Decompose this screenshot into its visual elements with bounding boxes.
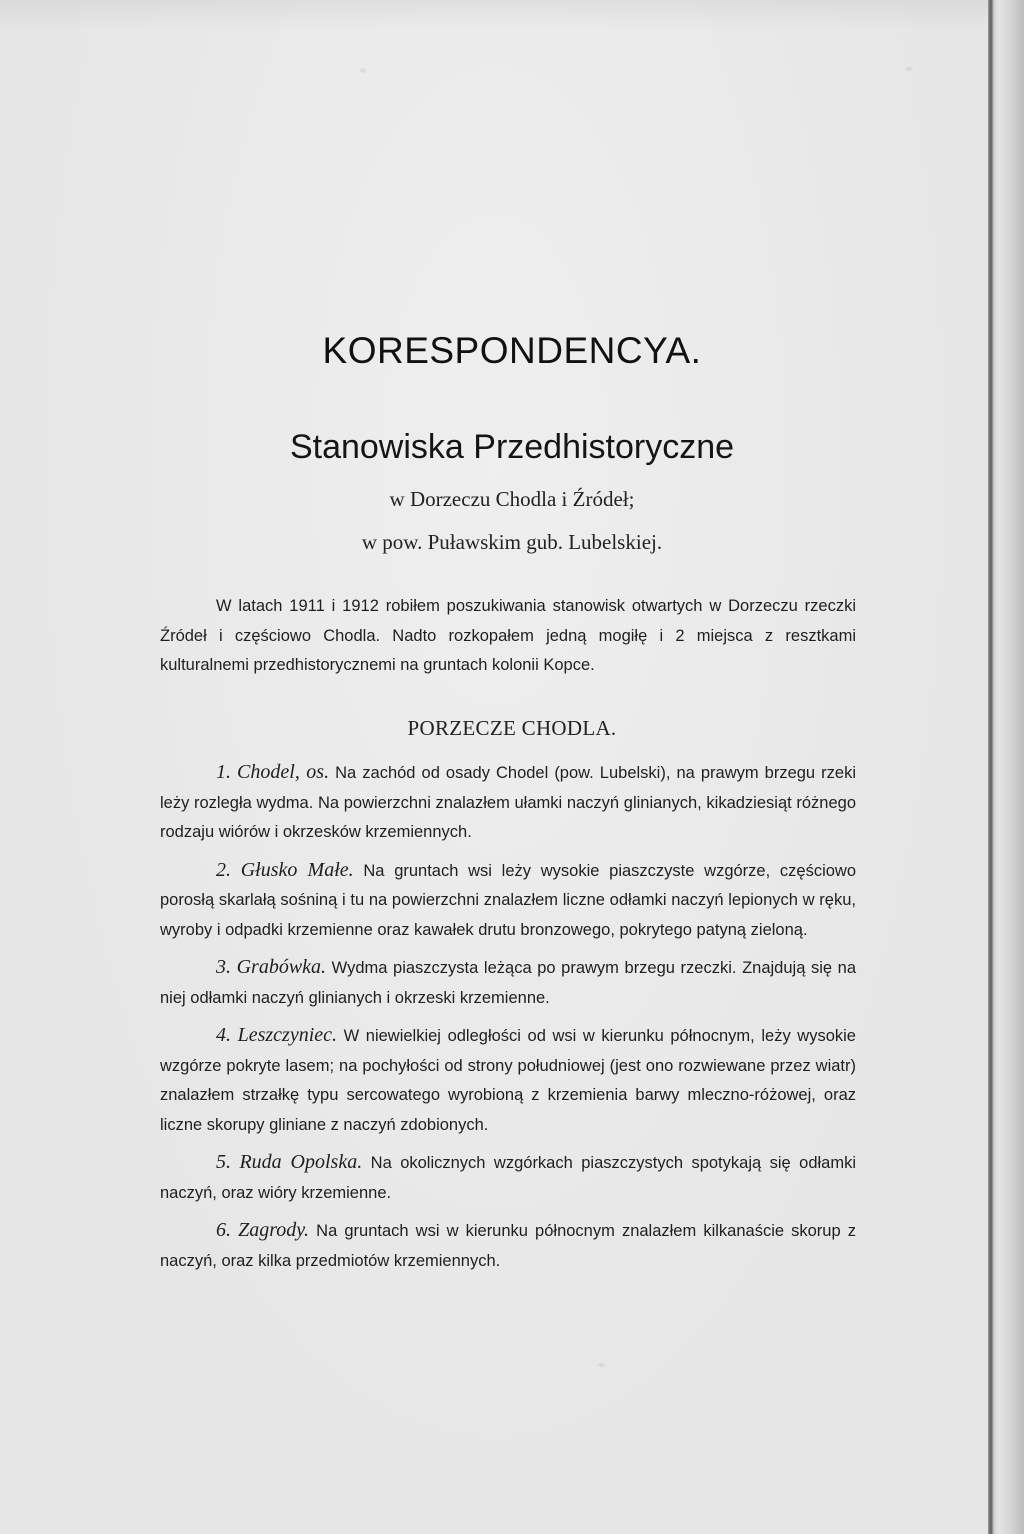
entry-number: 3. (216, 956, 231, 978)
entry-item (160, 1148, 856, 1208)
entry-name: Leszczyniec. (237, 1024, 338, 1046)
page-edge-shadow (988, 0, 1024, 1534)
entry-text: Na gruntach wsi leży wysokie piaszczyste wzgórze, częściowo porosłą skarlałą sośniną i tu na powierzchni znalazłem liczne odłamki naczyń lepionych w ręku, wyroby i odpadki krzemienne oraz kawałek drutu bronzowego, pokrytego patyną zieloną. (160, 861, 857, 939)
section-title: PORZECZE CHODLA. (407, 716, 617, 740)
paper-stain (598, 1363, 605, 1367)
entry-item (160, 856, 856, 946)
entry-item (160, 1021, 856, 1140)
entry-name: Zagrody. (238, 1219, 310, 1241)
entry-text: W niewielkiej odległości od wsi w kierunku północnym, leży wysokie wzgórze pokryte lasem; na pochyłości od strony południowej (jest ono rozwiewane przez wiatr) znalazłem strzałkę typu sercowatego wyrobioną z krzemienia barwy mleczno-różowej, oraz liczne skorupy gliniane z naczyń zdobionych. (160, 1027, 856, 1134)
entry-number: 2. (216, 858, 231, 881)
entry-number: 6. (216, 1219, 231, 1241)
entry-text: Na gruntach wsi w kierunku północnym znalazłem kilkanaście skorup z naczyń, oraz kilka przedmiotów krzemiennych. (160, 1222, 856, 1270)
entry-item (160, 758, 856, 848)
entries-list (160, 758, 856, 1284)
entry-text: Na zachód od osady Chodel (pow. Lubelski), na prawym brzegu rzeki leży rozległa wydma. Na powierzchni znalazłem ułamki naczyń glinianych, kikadziesiąt różnego rodzaju wiórów i okrzesków krzemiennych. (160, 764, 856, 841)
entry-item (160, 1216, 856, 1276)
entry-name: Ruda Opolska. (239, 1151, 363, 1173)
article-subtitle-region: w Dorzeczu Chodla i Źródeł; (389, 487, 635, 511)
entry-number: 4. (216, 1024, 231, 1046)
article-title: Stanowiska Przedhistoryczne (289, 428, 735, 466)
intro-paragraph: W latach 1911 i 1912 robiłem poszukiwania stanowisk otwartych w Dorzeczu rzeczki Źródeł i częściowo Chodla. Nadto rozkopałem jedną mogiłę i 2 miejsca z resztkami kulturalnemi przedhistorycznemi na gruntach kolonii Kopce. (160, 597, 856, 674)
page-top-shadow (0, 0, 990, 30)
entry-name: Głusko Małe. (240, 858, 354, 881)
section-heading: KORESPONDENCYA. (322, 330, 702, 371)
paper-stain (905, 67, 913, 71)
entry-name: Grabówka. (236, 956, 327, 978)
entry-name: Chodel, os. (237, 761, 330, 783)
entry-text: Wydma piaszczysta leżąca po prawym brzegu rzeczki. Znajdują się na niej odłamki naczyń glinianych i okrzeski krzemienne. (160, 959, 857, 1007)
entry-item (160, 953, 856, 1013)
entry-text: Na okolicznych wzgórkach piaszczystych spotykają się odłamki naczyń, oraz wióry krzemienne. (160, 1154, 856, 1202)
paper-stain (360, 68, 366, 73)
entry-number: 1. (216, 761, 231, 783)
entry-number: 5. (216, 1151, 231, 1173)
article-subtitle-district: w pow. Puławskim gub. Lubelskiej. (361, 530, 663, 554)
